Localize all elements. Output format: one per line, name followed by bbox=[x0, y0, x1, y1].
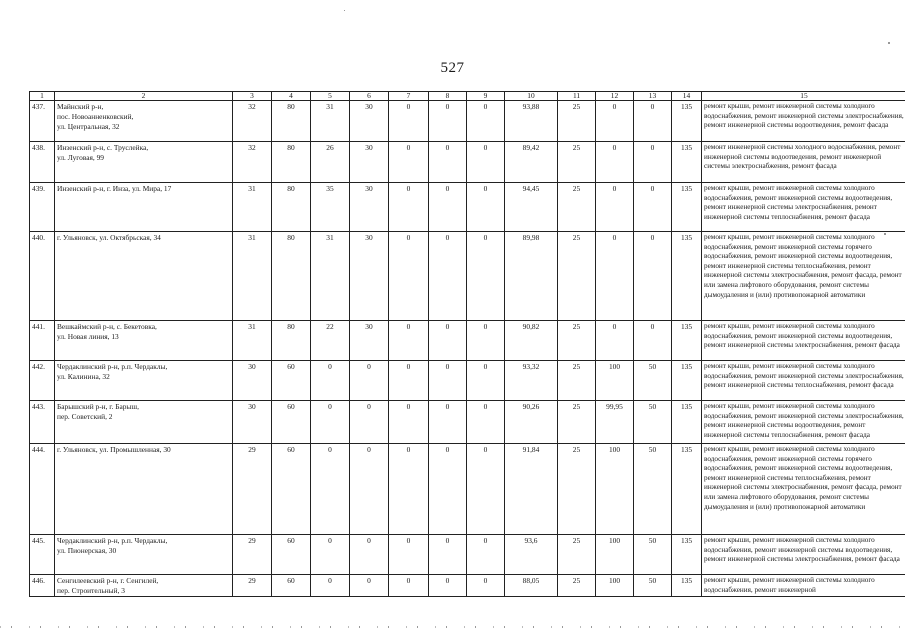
col-3: 29 bbox=[233, 575, 272, 597]
col-9: 0 bbox=[467, 444, 505, 535]
col-4: 60 bbox=[272, 401, 311, 444]
col-13: 50 bbox=[634, 535, 672, 575]
col-7: 0 bbox=[389, 575, 429, 597]
row-index: 441. bbox=[30, 321, 55, 361]
col-6: 30 bbox=[350, 142, 389, 183]
col-8: 0 bbox=[429, 101, 467, 142]
page-number: 527 bbox=[440, 60, 465, 76]
col-11: 25 bbox=[558, 401, 596, 444]
column-number-4: 4 bbox=[272, 92, 311, 101]
col-7: 0 bbox=[389, 444, 429, 535]
col-6: 30 bbox=[350, 101, 389, 142]
col-7: 0 bbox=[389, 142, 429, 183]
col-5: 0 bbox=[311, 361, 350, 401]
col-13: 0 bbox=[634, 183, 672, 232]
works-list: ремонт крыши, ремонт инженерной системы холодного водоснабжения, ремонт инженерной системы горячего водоснабжения, ремонт инженерной системы водоотведения, ремонт инженерной системы теплоснабжения, ремонт инженерной системы электроснабжения, ремонт фасада, ремонт или замена лифтового оборудования, ремонт системы дымоудаления и (или) противопожарной автоматики bbox=[702, 232, 905, 321]
col-10: 93,6 bbox=[505, 535, 558, 575]
col-8: 0 bbox=[429, 142, 467, 183]
col-5: 0 bbox=[311, 535, 350, 575]
col-12: 0 bbox=[596, 183, 634, 232]
table-row bbox=[30, 232, 905, 321]
row-index: 437. bbox=[30, 101, 55, 142]
row-index: 445. bbox=[30, 535, 55, 575]
col-3: 31 bbox=[233, 183, 272, 232]
col-13: 50 bbox=[634, 361, 672, 401]
row-index: 443. bbox=[30, 401, 55, 444]
col-11: 25 bbox=[558, 183, 596, 232]
col-13: 0 bbox=[634, 232, 672, 321]
col-4: 80 bbox=[272, 321, 311, 361]
col-14: 135 bbox=[672, 142, 702, 183]
col-5: 31 bbox=[311, 101, 350, 142]
row-index: 438. bbox=[30, 142, 55, 183]
col-8: 0 bbox=[429, 401, 467, 444]
col-9: 0 bbox=[467, 101, 505, 142]
col-6: 30 bbox=[350, 183, 389, 232]
address: Инзенский р-н, г. Инза, ул. Мира, 17 bbox=[55, 183, 233, 232]
col-12: 100 bbox=[596, 535, 634, 575]
row-index: 442. bbox=[30, 361, 55, 401]
col-3: 32 bbox=[233, 142, 272, 183]
column-number-13: 13 bbox=[634, 92, 672, 101]
column-number-10: 10 bbox=[505, 92, 558, 101]
col-8: 0 bbox=[429, 321, 467, 361]
col-5: 0 bbox=[311, 575, 350, 597]
col-10: 88,05 bbox=[505, 575, 558, 597]
table-row bbox=[30, 183, 905, 232]
col-3: 32 bbox=[233, 101, 272, 142]
col-14: 135 bbox=[672, 401, 702, 444]
address: Чердаклинский р-н, р.п. Чердаклы, ул. Пионерская, 30 bbox=[55, 535, 233, 575]
col-4: 80 bbox=[272, 142, 311, 183]
col-3: 30 bbox=[233, 401, 272, 444]
table-row bbox=[30, 401, 905, 444]
column-number-15: 15 bbox=[702, 92, 905, 101]
col-12: 0 bbox=[596, 232, 634, 321]
address: Инзенский р-н, с. Труслейка, ул. Луговая, 99 bbox=[55, 142, 233, 183]
col-4: 80 bbox=[272, 232, 311, 321]
table-row bbox=[30, 575, 905, 597]
col-11: 25 bbox=[558, 142, 596, 183]
col-8: 0 bbox=[429, 183, 467, 232]
col-11: 25 bbox=[558, 535, 596, 575]
col-13: 0 bbox=[634, 142, 672, 183]
register-table bbox=[29, 91, 905, 597]
col-7: 0 bbox=[389, 535, 429, 575]
col-4: 80 bbox=[272, 101, 311, 142]
column-number-row bbox=[30, 92, 905, 101]
table-row bbox=[30, 142, 905, 183]
works-list: ремонт крыши, ремонт инженерной системы холодного водоснабжения, ремонт инженерной системы горячего водоснабжения, ремонт инженерной системы водоотведения, ремонт инженерной системы теплоснабжения, ремонт инженерной системы электроснабжения, ремонт фасада, ремонт или замена лифтового оборудования, ремонт системы дымоудаления и (или) противопожарной автоматики bbox=[702, 444, 905, 535]
col-6: 0 bbox=[350, 444, 389, 535]
col-12: 0 bbox=[596, 321, 634, 361]
col-13: 0 bbox=[634, 321, 672, 361]
col-14: 135 bbox=[672, 444, 702, 535]
col-12: 100 bbox=[596, 575, 634, 597]
col-7: 0 bbox=[389, 183, 429, 232]
works-list: ремонт крыши, ремонт инженерной системы холодного водоснабжения, ремонт инженерной системы электроснабжения, ремонт инженерной системы водоотведения, ремонт инженерной системы теплоснабжения, ремонт фасада bbox=[702, 401, 905, 444]
col-5: 0 bbox=[311, 444, 350, 535]
col-7: 0 bbox=[389, 232, 429, 321]
col-11: 25 bbox=[558, 361, 596, 401]
works-list: ремонт крыши, ремонт инженерной системы холодного водоснабжения, ремонт инженерной системы водоотведения, ремонт инженерной системы электроснабжения, ремонт фасада bbox=[702, 321, 905, 361]
col-6: 0 bbox=[350, 361, 389, 401]
col-4: 60 bbox=[272, 361, 311, 401]
col-5: 22 bbox=[311, 321, 350, 361]
col-11: 25 bbox=[558, 232, 596, 321]
col-12: 100 bbox=[596, 444, 634, 535]
address: Чердаклинский р-н, р.п. Чердаклы, ул. Калинина, 32 bbox=[55, 361, 233, 401]
table-row bbox=[30, 101, 905, 142]
works-list: ремонт крыши, ремонт инженерной системы холодного водоснабжения, ремонт инженерной системы электроснабжения, ремонт инженерной системы водоотведения, ремонт фасада bbox=[702, 101, 905, 142]
column-number-6: 6 bbox=[350, 92, 389, 101]
col-7: 0 bbox=[389, 321, 429, 361]
col-11: 25 bbox=[558, 101, 596, 142]
col-14: 135 bbox=[672, 361, 702, 401]
col-7: 0 bbox=[389, 361, 429, 401]
col-3: 29 bbox=[233, 535, 272, 575]
col-9: 0 bbox=[467, 142, 505, 183]
col-14: 135 bbox=[672, 183, 702, 232]
col-4: 60 bbox=[272, 575, 311, 597]
col-13: 50 bbox=[634, 575, 672, 597]
column-number-12: 12 bbox=[596, 92, 634, 101]
col-10: 89,42 bbox=[505, 142, 558, 183]
col-3: 30 bbox=[233, 361, 272, 401]
works-list: ремонт инженерной системы холодного водоснабжения, ремонт инженерной системы водоотведения, ремонт инженерной системы электроснабжения, ремонт фасада bbox=[702, 142, 905, 183]
col-10: 93,32 bbox=[505, 361, 558, 401]
column-number-11: 11 bbox=[558, 92, 596, 101]
col-4: 80 bbox=[272, 183, 311, 232]
col-6: 0 bbox=[350, 401, 389, 444]
column-number-3: 3 bbox=[233, 92, 272, 101]
col-9: 0 bbox=[467, 401, 505, 444]
scan-speck bbox=[884, 233, 886, 235]
column-number-1: 1 bbox=[30, 92, 55, 101]
row-index: 440. bbox=[30, 232, 55, 321]
works-list: ремонт крыши, ремонт инженерной системы холодного водоснабжения, ремонт инженерной системы водоотведения, ремонт инженерной системы электроснабжения, ремонт инженерной системы теплоснабжения, ремонт фасада bbox=[702, 183, 905, 232]
column-number-5: 5 bbox=[311, 92, 350, 101]
scan-edge-noise bbox=[0, 626, 905, 628]
column-number-7: 7 bbox=[389, 92, 429, 101]
address: г. Ульяновск, ул. Октябрьская, 34 bbox=[55, 232, 233, 321]
col-14: 135 bbox=[672, 535, 702, 575]
col-6: 30 bbox=[350, 232, 389, 321]
col-9: 0 bbox=[467, 321, 505, 361]
col-14: 135 bbox=[672, 101, 702, 142]
col-12: 100 bbox=[596, 361, 634, 401]
col-3: 31 bbox=[233, 232, 272, 321]
col-7: 0 bbox=[389, 101, 429, 142]
address: Барышский р-н, г. Барыш, пер. Советский, 2 bbox=[55, 401, 233, 444]
col-5: 31 bbox=[311, 232, 350, 321]
col-10: 93,88 bbox=[505, 101, 558, 142]
col-9: 0 bbox=[467, 575, 505, 597]
col-10: 91,84 bbox=[505, 444, 558, 535]
col-13: 50 bbox=[634, 444, 672, 535]
column-number-14: 14 bbox=[672, 92, 702, 101]
col-9: 0 bbox=[467, 232, 505, 321]
address: г. Ульяновск, ул. Промышленная, 30 bbox=[55, 444, 233, 535]
row-index: 446. bbox=[30, 575, 55, 597]
col-10: 90,82 bbox=[505, 321, 558, 361]
col-9: 0 bbox=[467, 183, 505, 232]
col-9: 0 bbox=[467, 535, 505, 575]
works-list: ремонт крыши, ремонт инженерной системы холодного водоснабжения, ремонт инженерной системы электроснабжения, ремонт инженерной системы теплоснабжения, ремонт фасада bbox=[702, 361, 905, 401]
col-10: 90,26 bbox=[505, 401, 558, 444]
col-5: 0 bbox=[311, 401, 350, 444]
row-index: 444. bbox=[30, 444, 55, 535]
col-6: 30 bbox=[350, 321, 389, 361]
col-9: 0 bbox=[467, 361, 505, 401]
table-row bbox=[30, 535, 905, 575]
col-11: 25 bbox=[558, 575, 596, 597]
col-14: 135 bbox=[672, 232, 702, 321]
col-12: 0 bbox=[596, 142, 634, 183]
col-5: 26 bbox=[311, 142, 350, 183]
col-3: 29 bbox=[233, 444, 272, 535]
col-4: 60 bbox=[272, 535, 311, 575]
table-row bbox=[30, 321, 905, 361]
address: Майнский р-н, пос. Новоанненковский, ул. Центральная, 32 bbox=[55, 101, 233, 142]
works-list: ремонт крыши, ремонт инженерной системы холодного водоснабжения, ремонт инженерной системы водоотведения, ремонт инженерной системы электроснабжения, ремонт фасада bbox=[702, 535, 905, 575]
col-8: 0 bbox=[429, 361, 467, 401]
scan-speck bbox=[888, 42, 890, 44]
col-3: 31 bbox=[233, 321, 272, 361]
table-row bbox=[30, 444, 905, 535]
col-11: 25 bbox=[558, 321, 596, 361]
table-row bbox=[30, 361, 905, 401]
col-11: 25 bbox=[558, 444, 596, 535]
address: Сенгилеевский р-н, г. Сенгилей, пер. Строительный, 3 bbox=[55, 575, 233, 597]
col-10: 94,45 bbox=[505, 183, 558, 232]
column-number-2: 2 bbox=[55, 92, 233, 101]
col-5: 35 bbox=[311, 183, 350, 232]
col-8: 0 bbox=[429, 444, 467, 535]
col-6: 0 bbox=[350, 575, 389, 597]
column-number-9: 9 bbox=[467, 92, 505, 101]
col-14: 135 bbox=[672, 321, 702, 361]
row-index: 439. bbox=[30, 183, 55, 232]
works-list: ремонт крыши, ремонт инженерной системы холодного водоснабжения, ремонт инженерной bbox=[702, 575, 905, 597]
col-13: 50 bbox=[634, 401, 672, 444]
scan-speck bbox=[344, 10, 345, 11]
col-12: 0 bbox=[596, 101, 634, 142]
col-8: 0 bbox=[429, 575, 467, 597]
col-10: 89,98 bbox=[505, 232, 558, 321]
col-4: 60 bbox=[272, 444, 311, 535]
col-6: 0 bbox=[350, 535, 389, 575]
col-7: 0 bbox=[389, 401, 429, 444]
col-8: 0 bbox=[429, 535, 467, 575]
column-number-8: 8 bbox=[429, 92, 467, 101]
col-12: 99,95 bbox=[596, 401, 634, 444]
col-14: 135 bbox=[672, 575, 702, 597]
col-8: 0 bbox=[429, 232, 467, 321]
col-13: 0 bbox=[634, 101, 672, 142]
address: Вешкаймский р-н, с. Бекетовка, ул. Новая линия, 13 bbox=[55, 321, 233, 361]
